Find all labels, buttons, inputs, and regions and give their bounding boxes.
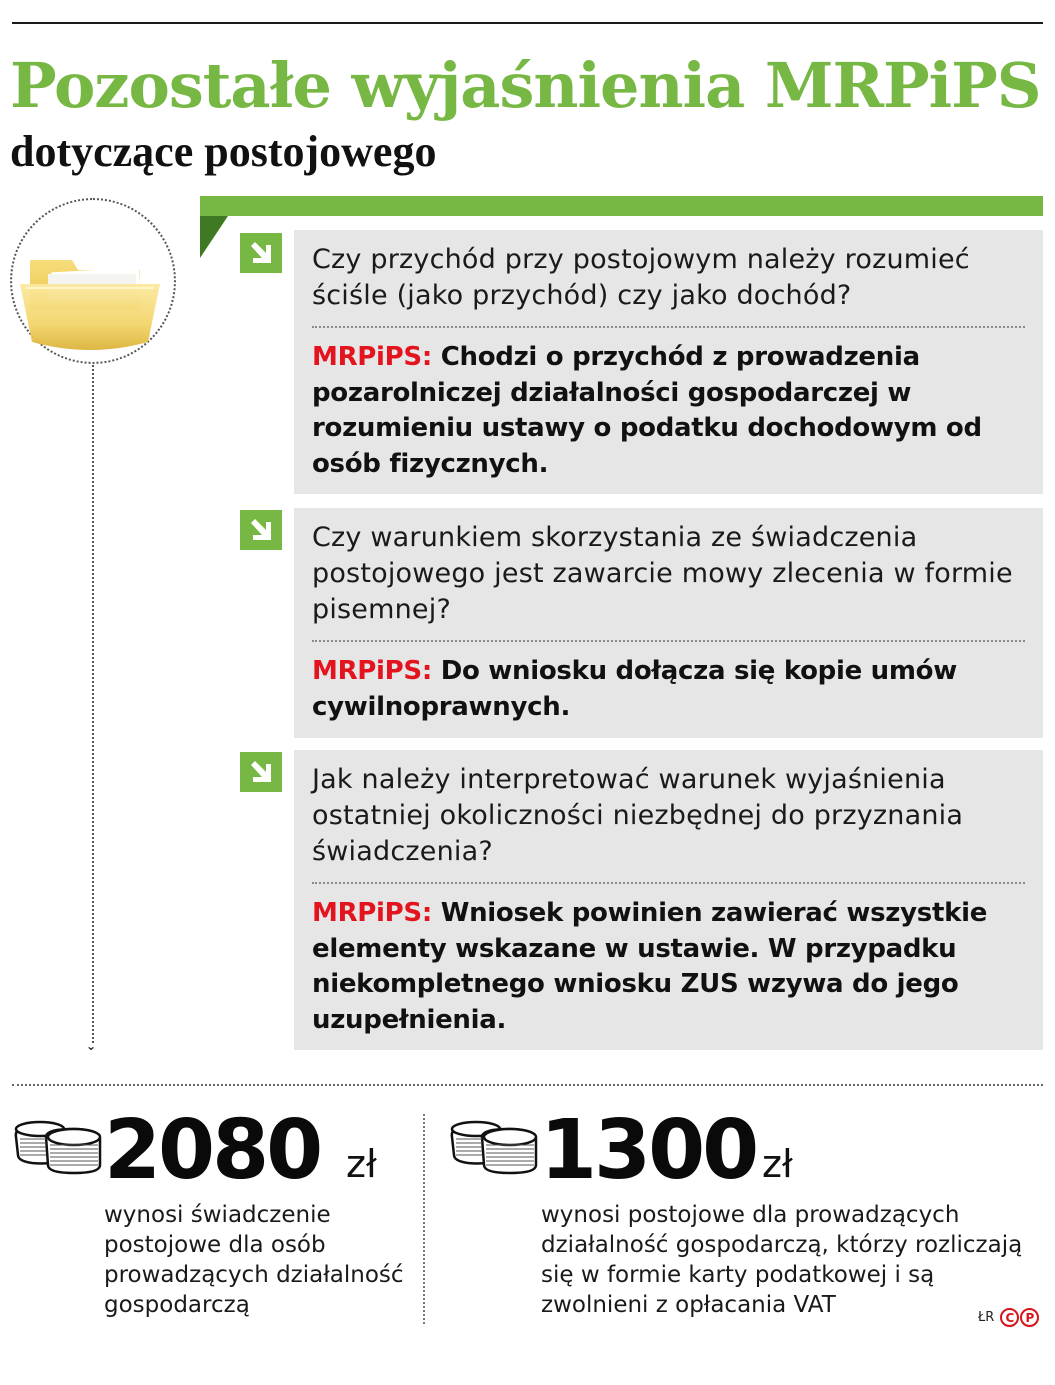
answer-label: MRPiPS: [312,342,432,372]
qa-item [294,750,1043,1050]
question-text: Czy przychód przy postojowym należy rozumieć ściśle (jako przychód) czy jako dochód? [312,244,970,311]
stat-description: wynosi postojowe dla prowadzących działalność gospodarczą, którzy rozliczają się w formie karty podatkowej i są zwolnieni z opłacania VAT [541,1202,1023,1318]
arrow-down-right-icon [240,233,282,273]
stat-value: 1300 [540,1103,757,1198]
folder-icon [20,250,160,360]
logo-c: C [1000,1308,1019,1327]
dotted-divider [312,326,1025,328]
logo-p: P [1020,1308,1039,1327]
answer-body: Do wniosku dołącza się kopie umów cywilnoprawnych. [312,656,957,722]
page-title: Pozostałe wyjaśnienia MRPiPS [10,49,1041,122]
qa-item [294,508,1043,738]
header-green-bar [200,196,1043,216]
answer-text [312,654,1025,725]
bar-fold-triangle [200,216,228,258]
coins-icon [12,1115,104,1175]
stat-description: wynosi świadczenie postojowe dla osób prowadzących działalność gospodarczą [104,1202,404,1318]
qa-item [294,230,1043,494]
stat-value: 2080 [104,1103,321,1198]
stats-column-divider [423,1114,425,1324]
arrow-down-right-icon [240,510,282,550]
question-text: Jak należy interpretować warunek wyjaśnienia ostatniej okoliczności niezbędnej do przyznania świadczenia? [312,764,964,867]
top-rule [12,22,1043,24]
answer-text [312,896,1025,1038]
answer-text [312,340,1025,482]
stat-currency: zł [762,1142,793,1186]
section-divider [12,1084,1043,1086]
answer-body: Chodzi o przychód z prowadzenia pozarolniczej działalności gospodarczej w rozumieniu ustawy o podatku dochodowym od osób fizycznych. [312,342,982,479]
credit-author: ŁR [978,1310,995,1325]
stat-currency: zł [346,1142,377,1186]
page-subtitle: dotyczące postojowego [10,127,437,176]
publisher-logo [1000,1308,1039,1327]
coins-icon [448,1115,540,1175]
timeline-dotted-line [92,365,94,1043]
chevron-down-icon: ⌄ [86,1039,97,1053]
answer-label: MRPiPS: [312,656,432,686]
dotted-divider [312,640,1025,642]
credit [978,1308,1039,1327]
answer-body: Wniosek powinien zawierać wszystkie elementy wskazane w ustawie. W przypadku niekompletnego wniosku ZUS wzywa do jego uzupełnienia. [312,898,988,1035]
dotted-divider [312,882,1025,884]
arrow-down-right-icon [240,752,282,792]
question-text: Czy warunkiem skorzystania ze świadczenia postojowego jest zawarcie mowy zlecenia w formie pisemnej? [312,522,1013,625]
answer-label: MRPiPS: [312,898,432,928]
